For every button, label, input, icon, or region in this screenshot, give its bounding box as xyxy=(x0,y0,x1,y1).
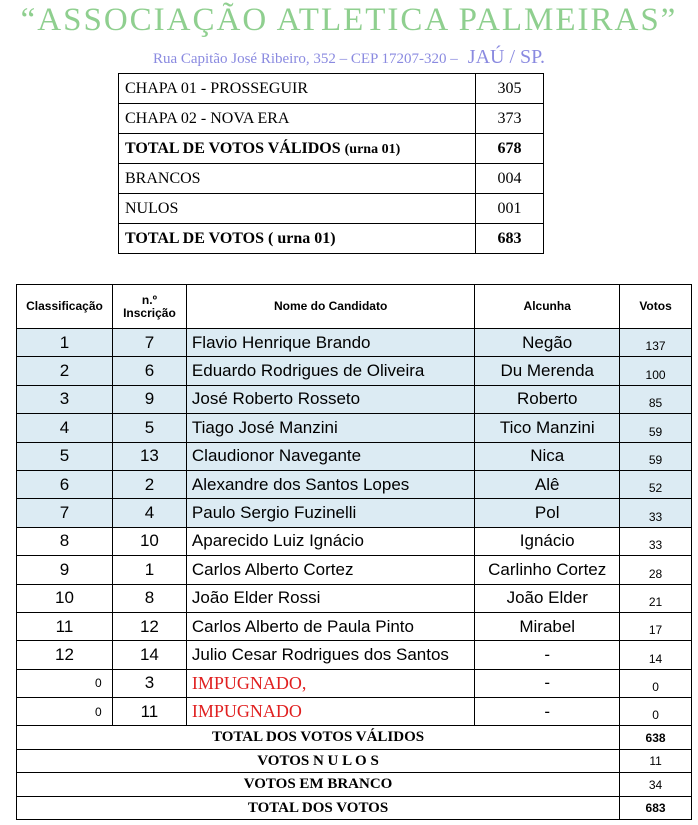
votes-cell: 0 xyxy=(620,669,692,697)
inscription-cell: 1 xyxy=(112,556,186,584)
votes-cell: 33 xyxy=(620,499,692,527)
inscription-cell: 11 xyxy=(112,698,186,726)
summary-row xyxy=(119,74,544,104)
totals-row xyxy=(17,796,692,820)
totals-value: 638 xyxy=(620,726,692,750)
classification-cell: 8 xyxy=(17,527,113,555)
candidate-row xyxy=(17,612,692,640)
inscription-cell: 5 xyxy=(112,414,186,442)
association-title: “ASSOCIAÇÃO ATLETICA PALMEIRAS” xyxy=(20,2,678,38)
classification-cell: 0 xyxy=(17,669,113,697)
inscription-cell: 4 xyxy=(112,499,186,527)
votes-cell: 33 xyxy=(620,527,692,555)
summary-row xyxy=(119,194,544,224)
classification-cell: 9 xyxy=(17,556,113,584)
summary-row xyxy=(119,164,544,194)
inscription-cell: 13 xyxy=(112,442,186,470)
summary-label-cell xyxy=(119,134,476,164)
candidate-row xyxy=(17,499,692,527)
summary-label: CHAPA 02 - NOVA ERA xyxy=(125,109,290,127)
totals-label: VOTOS N U L O S xyxy=(17,749,620,773)
totals-label: VOTOS EM BRANCO xyxy=(17,773,620,797)
candidate-row xyxy=(17,527,692,555)
votes-cell: 85 xyxy=(620,385,692,413)
ranking-header-row xyxy=(17,285,692,329)
candidate-name-cell: Aparecido Luiz Ignácio xyxy=(186,527,474,555)
summary-label-cell xyxy=(119,194,476,224)
address-line xyxy=(0,46,698,69)
candidate-name-cell: João Elder Rossi xyxy=(186,584,474,612)
votes-cell: 137 xyxy=(620,329,692,357)
inscription-cell: 7 xyxy=(112,329,186,357)
inscription-cell: 12 xyxy=(112,612,186,640)
totals-label: TOTAL DOS VOTOS VÁLIDOS xyxy=(17,726,620,750)
alias-cell: Mirabel xyxy=(475,612,620,640)
classification-cell: 6 xyxy=(17,470,113,498)
candidate-row xyxy=(17,470,692,498)
candidate-row xyxy=(17,329,692,357)
summary-value: 305 xyxy=(476,74,544,104)
summary-value: 373 xyxy=(476,104,544,134)
candidate-name-cell: IMPUGNADO, xyxy=(186,669,474,697)
summary-label-cell xyxy=(119,104,476,134)
classification-cell: 12 xyxy=(17,641,113,669)
classification-cell: 0 xyxy=(17,698,113,726)
totals-label: TOTAL DOS VOTOS xyxy=(17,796,620,820)
ballot-summary-table xyxy=(118,73,544,254)
inscription-cell: 3 xyxy=(112,669,186,697)
summary-value: 683 xyxy=(476,224,544,254)
candidate-name-cell: Eduardo Rodrigues de Oliveira xyxy=(186,357,474,385)
alias-cell: Carlinho Cortez xyxy=(475,556,620,584)
totals-value: 34 xyxy=(620,773,692,797)
alias-cell: Negão xyxy=(475,329,620,357)
alias-cell: João Elder xyxy=(475,584,620,612)
totals-value: 683 xyxy=(620,796,692,820)
classification-cell: 4 xyxy=(17,414,113,442)
inscription-cell: 6 xyxy=(112,357,186,385)
alias-cell: Roberto xyxy=(475,385,620,413)
votes-cell: 28 xyxy=(620,556,692,584)
totals-row xyxy=(17,749,692,773)
header-inscricao: n.º Inscrição xyxy=(112,285,186,329)
totals-row xyxy=(17,726,692,750)
summary-label-cell xyxy=(119,224,476,254)
inscription-cell: 2 xyxy=(112,470,186,498)
alias-cell: - xyxy=(475,698,620,726)
alias-cell: Tico Manzini xyxy=(475,414,620,442)
summary-label: BRANCOS xyxy=(125,169,201,187)
votes-cell: 59 xyxy=(620,414,692,442)
classification-cell: 2 xyxy=(17,357,113,385)
alias-cell: Nica xyxy=(475,442,620,470)
header-votos: Votos xyxy=(620,285,692,329)
classification-cell: 3 xyxy=(17,385,113,413)
inscription-cell: 8 xyxy=(112,584,186,612)
candidate-row xyxy=(17,442,692,470)
inscription-cell: 14 xyxy=(112,641,186,669)
totals-row xyxy=(17,773,692,797)
summary-row xyxy=(119,104,544,134)
classification-cell: 5 xyxy=(17,442,113,470)
candidate-name-cell: Paulo Sergio Fuzinelli xyxy=(186,499,474,527)
candidate-name-cell: José Roberto Rosseto xyxy=(186,385,474,413)
street-address: Rua Capitão José Ribeiro, 352 – CEP 17207-320 – xyxy=(152,51,458,67)
candidate-name-cell: Julio Cesar Rodrigues dos Santos xyxy=(186,641,474,669)
header-classificacao: Classificação xyxy=(17,285,113,329)
votes-cell: 21 xyxy=(620,584,692,612)
candidate-name-cell: Flavio Henrique Brando xyxy=(186,329,474,357)
summary-label: CHAPA 01 - PROSSEGUIR xyxy=(125,79,309,97)
header-alcunha: Alcunha xyxy=(475,285,620,329)
alias-cell: - xyxy=(475,669,620,697)
candidate-name-cell: Tiago José Manzini xyxy=(186,414,474,442)
candidate-name-cell: Claudionor Navegante xyxy=(186,442,474,470)
candidate-name-cell: Carlos Alberto Cortez xyxy=(186,556,474,584)
summary-value: 678 xyxy=(476,134,544,164)
summary-row xyxy=(119,224,544,254)
candidate-name-cell: Alexandre dos Santos Lopes xyxy=(186,470,474,498)
votes-cell: 0 xyxy=(620,698,692,726)
votes-cell: 14 xyxy=(620,641,692,669)
inscription-cell: 10 xyxy=(112,527,186,555)
summary-label-cell xyxy=(119,74,476,104)
city-state: JAÚ / SP. xyxy=(467,46,546,68)
classification-cell: 1 xyxy=(17,329,113,357)
candidate-row xyxy=(17,357,692,385)
alias-cell: Ignácio xyxy=(475,527,620,555)
candidate-name-cell: IMPUGNADO xyxy=(186,698,474,726)
classification-cell: 11 xyxy=(17,612,113,640)
header-nome: Nome do Candidato xyxy=(186,285,474,329)
inscription-cell: 9 xyxy=(112,385,186,413)
candidate-row xyxy=(17,641,692,669)
votes-cell: 52 xyxy=(620,470,692,498)
votes-cell: 59 xyxy=(620,442,692,470)
alias-cell: Du Merenda xyxy=(475,357,620,385)
candidate-name-cell: Carlos Alberto de Paula Pinto xyxy=(186,612,474,640)
summary-label: TOTAL DE VOTOS ( urna 01) xyxy=(125,229,336,247)
votes-cell: 17 xyxy=(620,612,692,640)
summary-value: 004 xyxy=(476,164,544,194)
alias-cell: Pol xyxy=(475,499,620,527)
summary-label: NULOS xyxy=(125,199,179,217)
candidate-row xyxy=(17,385,692,413)
candidate-row xyxy=(17,414,692,442)
totals-value: 11 xyxy=(620,749,692,773)
summary-label: TOTAL DE VOTOS VÁLIDOS xyxy=(125,139,341,157)
votes-cell: 100 xyxy=(620,357,692,385)
candidate-row xyxy=(17,584,692,612)
alias-cell: Alê xyxy=(475,470,620,498)
candidate-row xyxy=(17,556,692,584)
alias-cell: - xyxy=(475,641,620,669)
summary-note: (urna 01) xyxy=(344,141,401,157)
summary-value: 001 xyxy=(476,194,544,224)
candidate-row xyxy=(17,669,692,697)
candidate-ranking-table xyxy=(16,284,692,820)
candidate-row xyxy=(17,698,692,726)
classification-cell: 10 xyxy=(17,584,113,612)
summary-label-cell xyxy=(119,164,476,194)
summary-row xyxy=(119,134,544,164)
classification-cell: 7 xyxy=(17,499,113,527)
